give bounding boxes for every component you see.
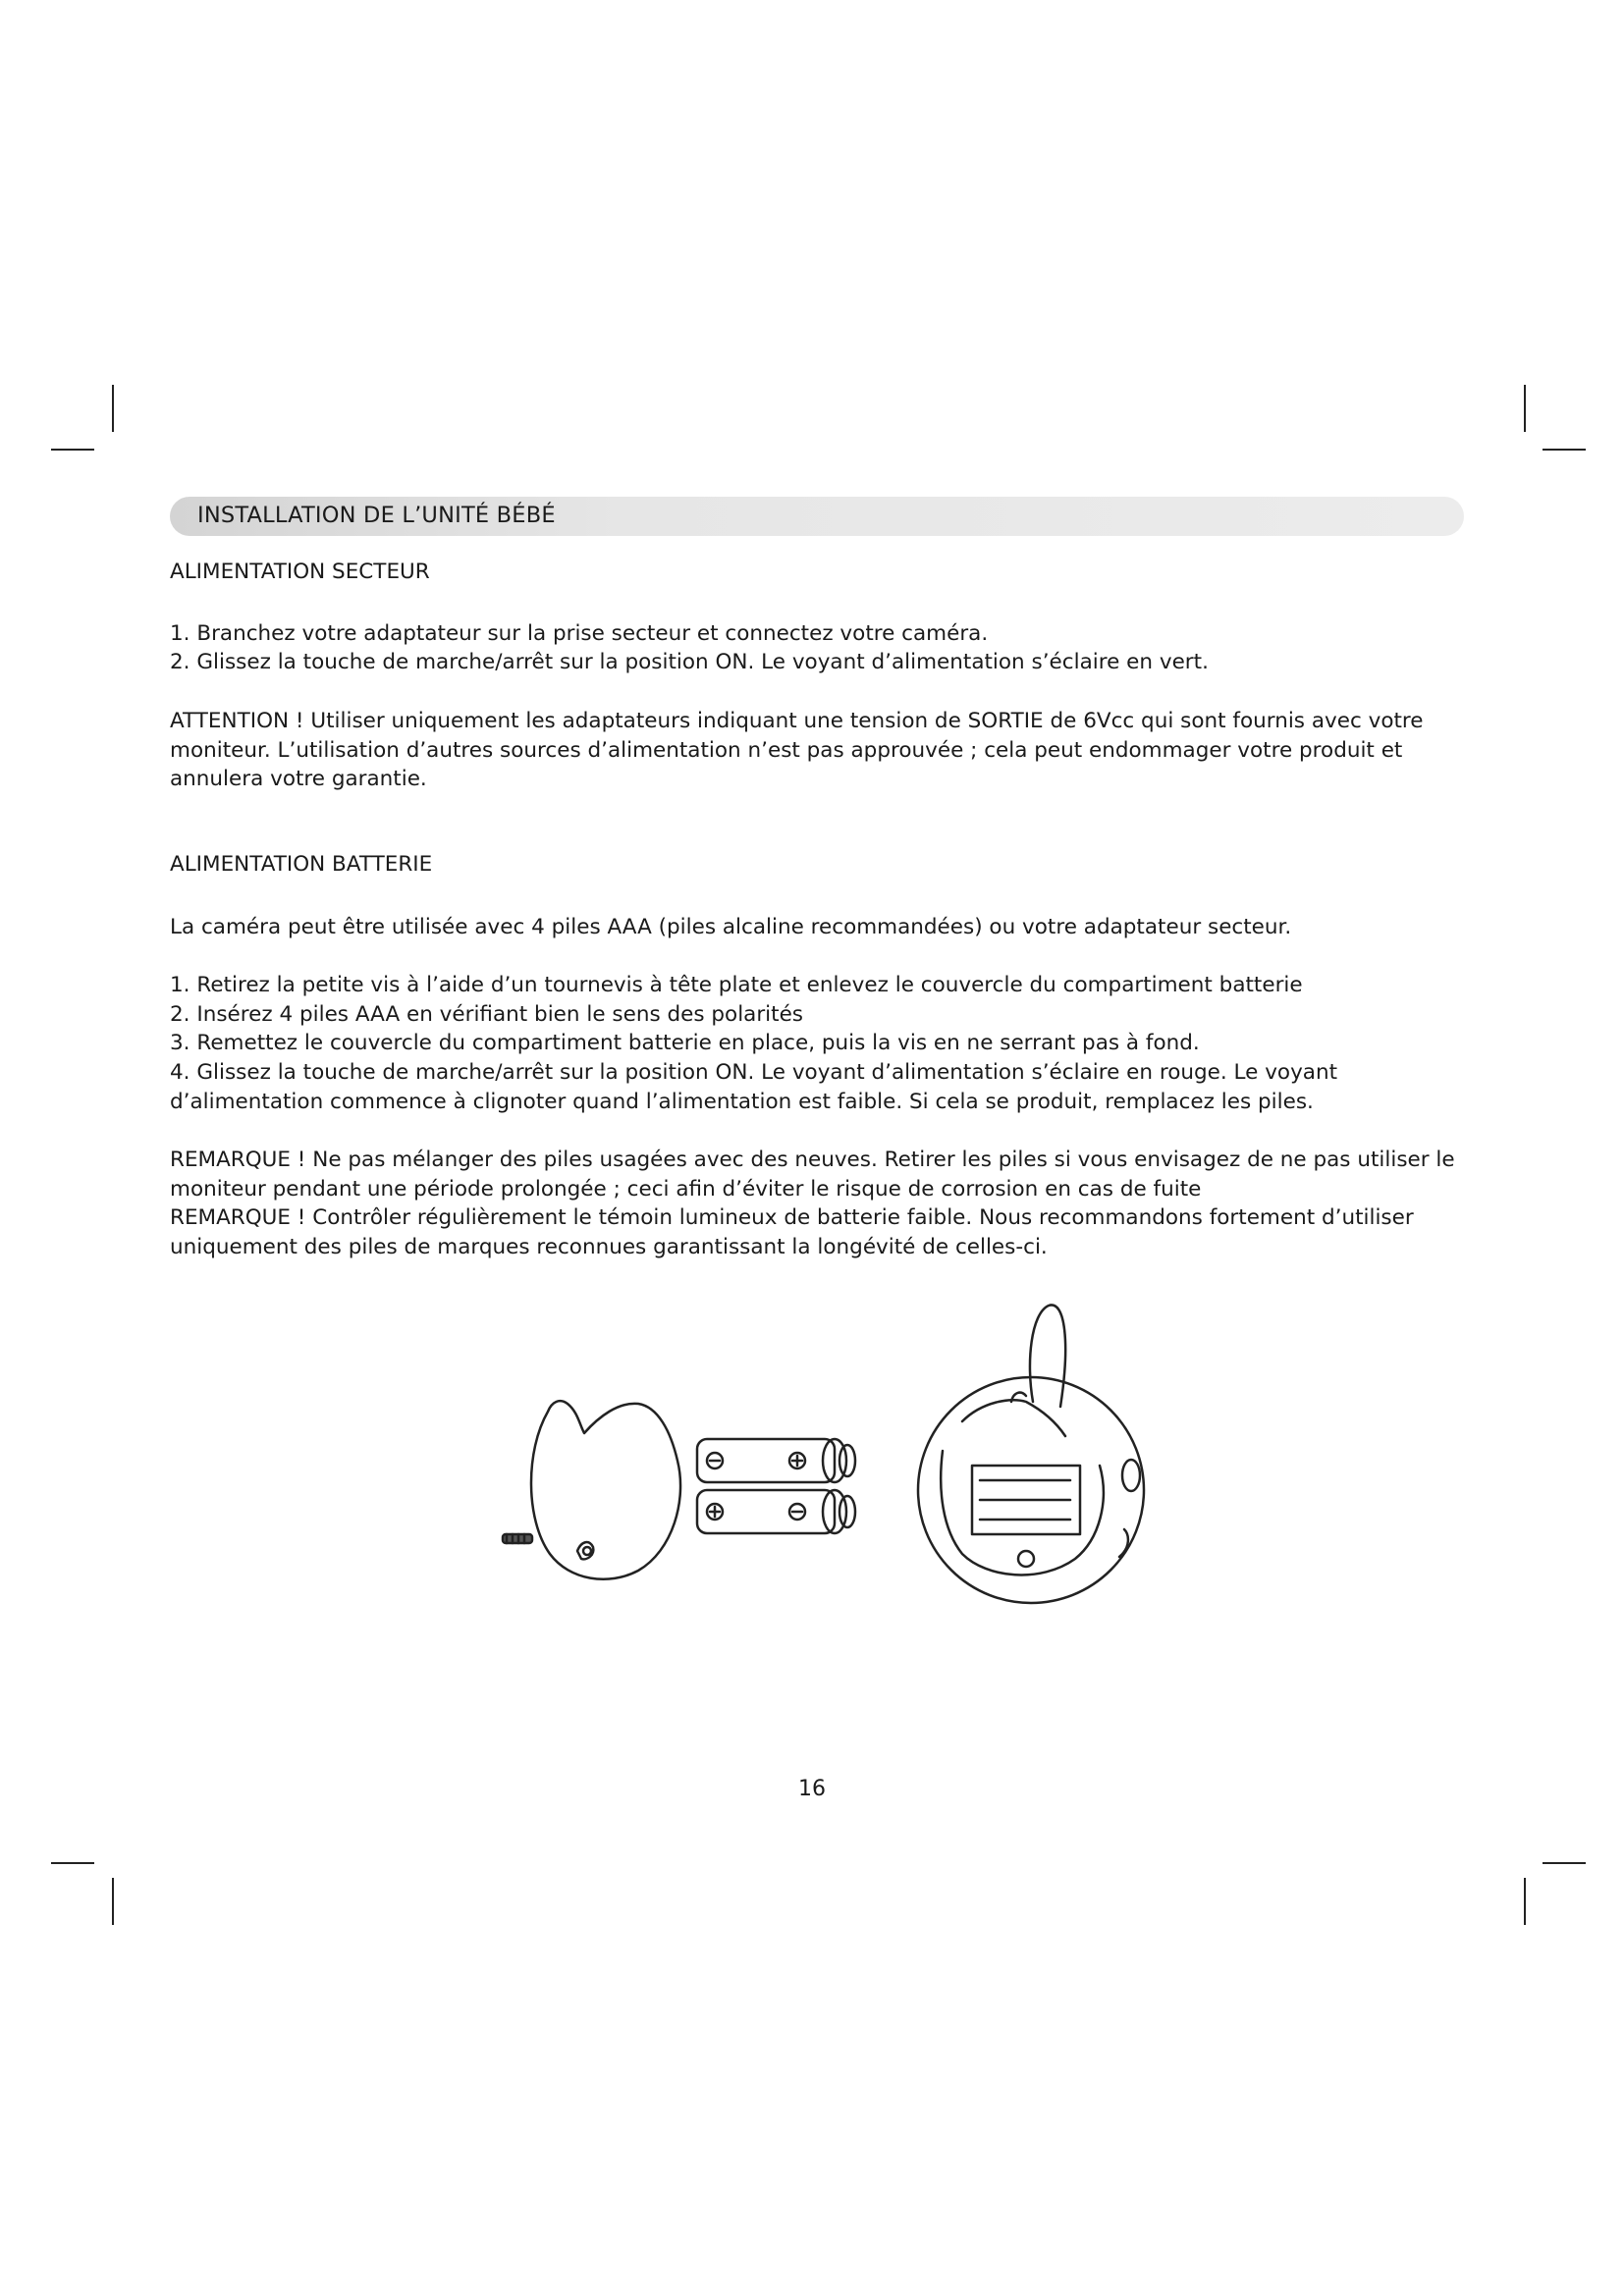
crop-mark-top-left-vertical: [112, 385, 114, 432]
mains-step-1: 1. Branchez votre adaptateur sur la prise secteur et connectez votre caméra.: [170, 621, 989, 646]
section-header-bar: [170, 497, 1464, 536]
battery-step-2: 2. Insérez 4 piles AAA en vérifiant bien le sens des polarités: [170, 1002, 804, 1027]
section-title: INSTALLATION DE L’UNITÉ BÉBÉ: [197, 503, 556, 528]
camera-body-icon: [918, 1305, 1144, 1603]
crop-mark-bottom-left-vertical: [112, 1878, 114, 1925]
crop-mark-top-right-vertical: [1524, 385, 1526, 432]
battery-note-2: REMARQUE ! Contrôler régulièrement le témoin lumineux de batterie faible. Nous recommandons fortement d’utiliser uniquement des piles de marques reconnues garantissant la longévité de celles-ci.: [170, 1205, 1414, 1259]
battery-heading: ALIMENTATION BATTERIE: [170, 852, 433, 877]
screw-icon: [503, 1534, 532, 1543]
mains-heading: ALIMENTATION SECTEUR: [170, 560, 430, 584]
crop-mark-top-right-horizontal: [1543, 449, 1586, 451]
battery-step-3: 3. Remettez le couvercle du compartiment batterie en place, puis la vis en ne serrant pas à fond.: [170, 1031, 1200, 1055]
battery-step-4: 4. Glissez la touche de marche/arrêt sur la position ON. Le voyant d’alimentation s’éclaire en rouge. Le voyant d’alimentation commence à clignoter quand l’alimentation est faible. Si cela se produit, remplacez les piles.: [170, 1060, 1338, 1114]
page-number: 16: [798, 1777, 826, 1801]
battery-intro: La caméra peut être utilisée avec 4 piles AAA (piles alcaline recommandées) ou votre adaptateur secteur.: [170, 915, 1292, 939]
mains-step-2: 2. Glissez la touche de marche/arrêt sur la position ON. Le voyant d’alimentation s’éclaire en vert.: [170, 650, 1209, 674]
crop-mark-bottom-right-vertical: [1524, 1878, 1526, 1925]
battery-installation-illustration: [491, 1294, 1178, 1631]
battery-note-1: REMARQUE ! Ne pas mélanger des piles usagées avec des neuves. Retirer les piles si vous envisagez de ne pas utiliser le moniteur pendant une période prolongée ; ceci afin d’éviter le risque de corrosion en cas de fuite: [170, 1148, 1455, 1201]
battery-step-1: 1. Retirez la petite vis à l’aide d’un tournevis à tête plate et enlevez le couvercle du compartiment batterie: [170, 973, 1303, 997]
mains-warning: ATTENTION ! Utiliser uniquement les adaptateurs indiquant une tension de SORTIE de 6Vcc qui sont fournis avec votre moniteur. L’utilisation d’autres sources d’alimentation n’est pas approuvée ; cela peut endommager votre produit et annulera votre garantie.: [170, 709, 1424, 791]
crop-mark-bottom-left-horizontal: [51, 1862, 94, 1864]
aaa-batteries-icon: [697, 1439, 855, 1533]
crop-mark-top-left-horizontal: [51, 449, 94, 451]
battery-cover-icon: [531, 1401, 680, 1579]
crop-mark-bottom-right-horizontal: [1543, 1862, 1586, 1864]
